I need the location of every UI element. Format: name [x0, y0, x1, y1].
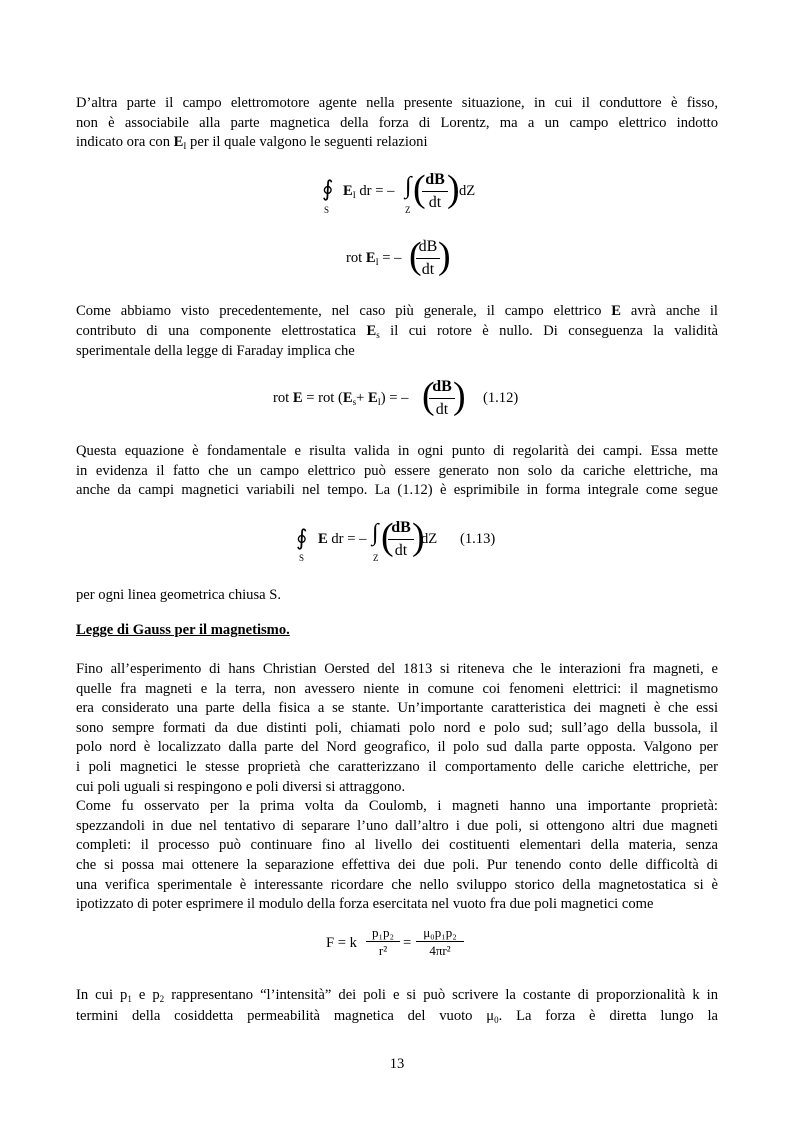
numerator: p₁p₂: [371, 925, 395, 940]
fraction: [422, 171, 448, 212]
equation-lhs: $E_I$ dr = –: [343, 183, 395, 200]
numerator: dB: [432, 378, 452, 395]
fraction: [388, 519, 414, 560]
text-line: Come fu osservato per la prima volta da Coulomb, i magneti hanno una importante proprietà:: [76, 798, 718, 815]
text-line: i poli magnetici le stesse proprietà che caratterizzano il comportamento delle cariche elettriche, per: [76, 758, 718, 775]
text-line: sperimentale della legge di Faraday implica che: [76, 343, 355, 360]
equation-label: (1.12): [483, 390, 519, 406]
equation-lhs: rot $E_I$ = –: [346, 250, 402, 267]
equation-lhs: rot E = rot $(E_s+ E_I)$ = –: [273, 390, 409, 407]
text-line: cui poli uguali si respingono e poli diversi si attraggono.: [76, 778, 406, 795]
right-paren: ): [438, 235, 451, 277]
text-line: Come abbiamo visto precedentemente, nel caso più generale, il campo elettrico E avrà anche il: [76, 303, 718, 319]
integral-subscript: Z: [373, 553, 379, 563]
equation-label: (1.13): [460, 531, 496, 547]
text-line: contributo di una componente elettrostatica $E_s$ il cui rotore è nullo. Di conseguenza la validità: [76, 322, 718, 340]
paragraph-1: [76, 94, 718, 154]
page-number: 13: [389, 1056, 405, 1072]
text-line: che si possa mai ottenere la separazione effettiva dei due poli. Pur tenendo conto delle difficoltà di: [76, 856, 718, 873]
text-line: D’altra parte il campo elettromotore agente nella presente situazione, in cui il conduttore è fisso,: [76, 95, 718, 111]
numerator: dB: [418, 238, 438, 255]
section-heading: Legge di Gauss per il magnetismo.: [76, 622, 290, 638]
integral-subscript: S: [324, 205, 330, 215]
text-line: in evidenza il fatto che un campo elettrico può essere generato non solo da cariche elettriche, ma: [76, 462, 718, 479]
numerator: μ₀p₁p₂: [423, 925, 457, 940]
integral-subscript: S: [299, 553, 305, 563]
paragraph-2: [76, 302, 718, 362]
text-line: anche da campi magnetici variabili nel tempo. La (1.12) è esprimibile in forma integrale come segue: [76, 482, 718, 499]
text-line: una verifica sperimentale è interessante ricordare che nello sviluppo storico della magnetostatica si è: [76, 876, 718, 893]
text-line: Fino all’esperimento di hans Christian Oersted del 1813 si riteneva che le interazioni fra magneti, e: [76, 661, 718, 677]
text-line: non è associabile alla parte magnetica della forza di Lorentz, ma a un campo elettrico indotto: [76, 114, 718, 131]
fraction: [366, 926, 400, 959]
equation-tail: dZ: [421, 531, 438, 547]
right-paren: ): [412, 516, 425, 558]
integral-sign: ∫: [405, 173, 412, 199]
denominator: dt: [428, 194, 442, 211]
paragraph-5: [76, 660, 718, 915]
denominator: 4πr²: [429, 943, 451, 958]
numerator: dB: [425, 171, 445, 188]
equation-lhs: E dr = –: [318, 531, 367, 547]
text-line: polo nord è localizzato dalla parte del Nord geografico, il polo sud dalla parte opposta. Valgono per: [76, 739, 718, 756]
paragraph-6: [76, 986, 718, 1027]
contour-integral-sign: ∮: [322, 176, 334, 201]
text-line: spezzandoli in due nel tentativo di separare l’uno dall’altro i due poli, si ottengono altri due magneti: [76, 817, 718, 834]
left-paren: (: [381, 516, 394, 558]
paragraph-3: [76, 442, 718, 501]
left-paren: (: [413, 168, 426, 210]
denominator: r²: [378, 943, 388, 958]
equation-lhs: F = k: [326, 935, 357, 951]
text-line: In cui $p_1$ e $p_2$ rappresentano “l’intensità” dei poli e si può scrivere la costante di proporzionalità k in: [76, 987, 718, 1004]
text-line: era considerato una parte della fisica a se stante. Un’importante caratteristica dei magneti è che essi: [76, 700, 718, 717]
text-line: per ogni linea geometrica chiusa S.: [76, 587, 282, 603]
right-paren: ): [447, 168, 460, 210]
text-line: quelle fra magneti e la terra, non avessero niente in comune coi fenomeni elettrici: il magnetismo: [76, 680, 718, 697]
text-line: indicato ora con $E_I$ per il quale valgono le seguenti relazioni: [76, 134, 428, 152]
equation-tail: dZ: [459, 183, 476, 199]
fraction: [416, 238, 440, 279]
equals-sign: =: [403, 935, 412, 951]
integral-subscript: Z: [405, 205, 411, 215]
text-line: termini della cosiddetta permeabilità magnetica del vuoto $\mu_0$. La forza è diretta lungo la: [76, 1007, 718, 1025]
text-line: ipotizzato di poter esprimere il modulo della forza esercitata nel vuoto fra due poli magnetici come: [76, 896, 654, 913]
fraction: [416, 926, 464, 959]
denominator: dt: [421, 261, 435, 278]
left-paren: (: [409, 235, 422, 277]
denominator: dt: [435, 401, 449, 418]
contour-integral-sign: ∮: [296, 525, 308, 550]
numerator: dB: [391, 519, 411, 536]
text-line: sono sempre formati da due distinti poli, chiamati polo nord e polo sud; sull’ago della bussola, il: [76, 719, 718, 736]
fraction: [429, 378, 455, 419]
paragraph-4: [76, 586, 718, 606]
text-line: completi: il processo può continuare fino al livello dei costituenti elementari della materia, senza: [76, 837, 718, 854]
left-paren: (: [422, 375, 435, 417]
denominator: dt: [394, 542, 408, 559]
right-paren: ): [453, 375, 466, 417]
integral-sign: ∫: [372, 520, 379, 546]
text-line: Questa equazione è fondamentale e risulta valida in ogni punto di regolarità dei campi. Essa mette: [76, 443, 718, 459]
